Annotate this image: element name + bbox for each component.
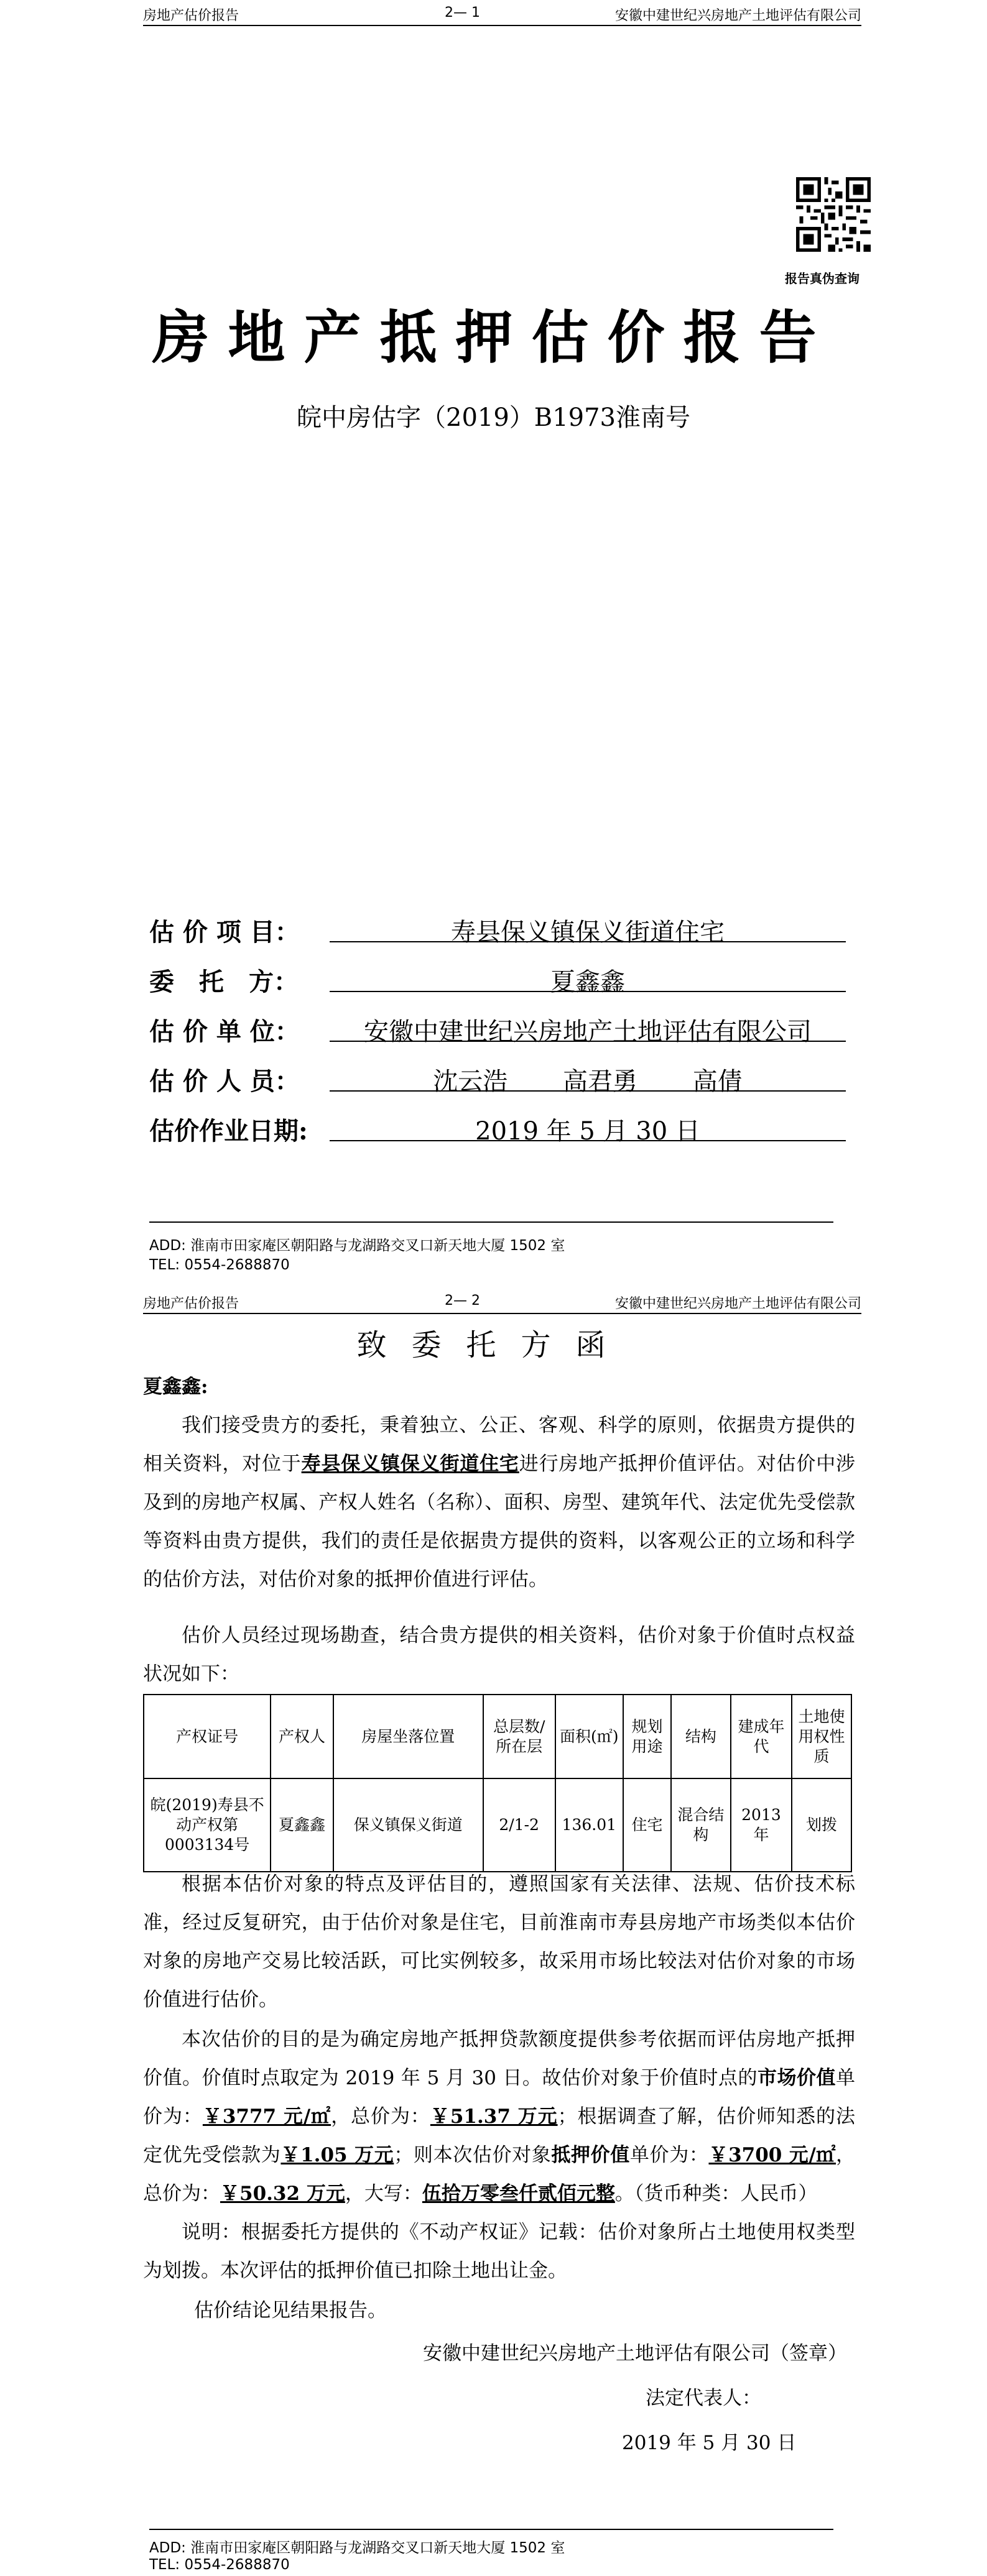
text: 市场价值 bbox=[757, 2067, 836, 2089]
text: ；则本次估价对象 bbox=[394, 2144, 552, 2166]
market-unit-price: ￥3777 元/㎡ bbox=[202, 2105, 331, 2128]
col-header: 产权人 bbox=[271, 1695, 333, 1778]
text: ，大写： bbox=[345, 2183, 422, 2205]
text: 我们接受贵方的委托，秉着独立、公正、客观、科学的原则，依据贵方提供的相关资料，对位于 bbox=[143, 1414, 855, 1475]
cell-area: 136.01 bbox=[555, 1778, 623, 1872]
text: 本次估价的目的是为确定房地产抵押贷款额度提供参考依据而评估房地产抵押价值。价值时点取定为 2019 年 5 月 30 日。故估价对象于价值时点的 bbox=[143, 2028, 855, 2089]
paragraph-conclusion: 估价结论见结果报告。 bbox=[194, 2299, 387, 2322]
cover-label: 估 价 单 位： bbox=[149, 1017, 300, 1046]
footer-tel: TEL: 0554-2688870 bbox=[149, 1257, 290, 1273]
footer-rule bbox=[149, 1221, 833, 1223]
footer-address: ADD: 淮南市田家庵区朝阳路与龙湖路交叉口新天地大厦 1502 室 bbox=[149, 1238, 565, 1254]
paragraph-note: 说明：根据委托方提供的《不动产权证》记载：估价对象所占土地使用权类型为划拨。本次评估的抵押价值已扣除土地出让金。 bbox=[143, 2221, 855, 2282]
text: ，总价为： bbox=[143, 2144, 856, 2205]
footer-tel: TEL: 0554-2688870 bbox=[149, 2557, 290, 2573]
appraiser-name: 高倩 bbox=[692, 1067, 743, 1096]
cover-label: 委 托 方： bbox=[149, 967, 299, 996]
market-total-price: ￥51.37 万元 bbox=[430, 2105, 558, 2128]
paragraph-method: 根据本估价对象的特点及评估目的，遵照国家有关法律、法规、估价技术标准，经过反复研究，由于估价对象是住宅，目前淮南市寿县房地产市场类似本估价对象的房地产交易比较活跃，可比实例较多，故采用市场比较法对估价对象的市场价值进行估价。 bbox=[143, 1873, 855, 2011]
col-header: 土地使用权性质 bbox=[792, 1695, 851, 1778]
report-number: 皖中房估字（2019）B1973淮南号 bbox=[297, 403, 690, 432]
header-company: 安徽中建世纪兴房地产土地评估有限公司 bbox=[614, 1296, 861, 1312]
header-page-number: 2— 1 bbox=[445, 5, 480, 21]
col-header: 面积(㎡) bbox=[555, 1695, 623, 1778]
header-company: 安徽中建世纪兴房地产土地评估有限公司 bbox=[614, 8, 861, 24]
cover-label: 估价作业日期: bbox=[149, 1116, 308, 1146]
mortgage-total-price: ￥50.32 万元 bbox=[220, 2183, 345, 2205]
col-header: 结构 bbox=[671, 1695, 731, 1778]
amount-in-words: 伍拾万零叁仟贰佰元整 bbox=[422, 2183, 615, 2205]
property-table bbox=[143, 1694, 852, 1872]
salutation: 夏鑫鑫: bbox=[143, 1376, 208, 1398]
cell-owner: 夏鑫鑫 bbox=[271, 1778, 333, 1872]
letter-title: 致委托方函 bbox=[356, 1328, 631, 1363]
col-header: 规划用途 bbox=[623, 1695, 671, 1778]
qr-code-icon bbox=[796, 177, 871, 252]
cover-value: 夏鑫鑫 bbox=[550, 968, 625, 996]
sign-company: 安徽中建世纪兴房地产土地评估有限公司（签章） bbox=[423, 2342, 847, 2365]
text: 。（货币种类：人民币） bbox=[614, 2183, 818, 2205]
footer-rule bbox=[149, 2529, 833, 2530]
footer-address: ADD: 淮南市田家庵区朝阳路与龙湖路交叉口新天地大厦 1502 室 bbox=[149, 2540, 565, 2556]
report-title: 房地产抵押估价报告 bbox=[152, 304, 835, 371]
cover-value: 2019 年 5 月 30 日 bbox=[475, 1117, 700, 1146]
paragraph-valuation bbox=[143, 2020, 855, 2213]
header-left: 房地产估价报告 bbox=[143, 1296, 239, 1312]
col-header: 产权证号 bbox=[144, 1695, 271, 1778]
priority-payment: ￥1.05 万元 bbox=[280, 2144, 394, 2166]
cover-label: 估 价 项 目： bbox=[149, 918, 300, 947]
table-row bbox=[144, 1778, 851, 1872]
col-header: 总层数/所在层 bbox=[483, 1695, 555, 1778]
appraiser-name: 沈云浩 bbox=[433, 1067, 508, 1096]
text: 抵押价值 bbox=[551, 2144, 630, 2166]
cell-floors: 2/1-2 bbox=[483, 1778, 555, 1872]
text: 单价为： bbox=[143, 2067, 856, 2128]
cell-location: 保义镇保义街道 bbox=[333, 1778, 483, 1872]
sign-date: 2019 年 5 月 30 日 bbox=[622, 2432, 797, 2454]
header-left: 房地产估价报告 bbox=[143, 8, 239, 24]
cover-label: 估 价 人 员： bbox=[149, 1067, 300, 1096]
table-header-row bbox=[144, 1695, 851, 1778]
text: ，总价为： bbox=[331, 2105, 430, 2128]
col-header: 建成年代 bbox=[731, 1695, 792, 1778]
cover-value: 寿县保义镇保义街道住宅 bbox=[451, 918, 725, 947]
mortgage-unit-price: ￥3700 元/㎡ bbox=[708, 2144, 836, 2166]
paragraph-survey: 估价人员经过现场勘查，结合贵方提供的相关资料，估价对象于价值时点权益状况如下： bbox=[143, 1624, 855, 1685]
appraiser-name: 高君勇 bbox=[563, 1067, 637, 1096]
sign-representative: 法定代表人： bbox=[646, 2387, 761, 2409]
cell-structure: 混合结构 bbox=[671, 1778, 731, 1872]
cell-year: 2013 年 bbox=[731, 1778, 792, 1872]
col-header: 房屋坐落位置 bbox=[333, 1695, 483, 1778]
text: ；根据调查了解，估价师知悉的法定优先受偿款为 bbox=[143, 2105, 855, 2166]
property-name: 寿县保义镇保义街道住宅 bbox=[301, 1453, 519, 1475]
text: 进行房地产抵押价值评估。对估价中涉及到的房地产权属、产权人姓名（名称）、面积、房型、建筑年代、法定优先受偿款等资料由贵方提供，我们的责任是依据贵方提供的资料，以客观公正的立场和科学的估价方法，对估价对象的抵押价值进行评估。 bbox=[143, 1453, 856, 1591]
cover-value bbox=[330, 1062, 846, 1097]
cell-use: 住宅 bbox=[623, 1778, 671, 1872]
text: 单价为： bbox=[629, 2144, 709, 2166]
qr-caption: 报告真伪查询 bbox=[785, 271, 860, 286]
paragraph-intro bbox=[143, 1406, 855, 1599]
cell-cert-no: 皖(2019)寿县不动产权第0003134号 bbox=[144, 1778, 271, 1872]
header-rule bbox=[143, 25, 861, 26]
header-page-number: 2— 2 bbox=[445, 1293, 480, 1309]
header-rule bbox=[143, 1313, 861, 1314]
cover-value: 安徽中建世纪兴房地产土地评估有限公司 bbox=[364, 1018, 812, 1046]
cell-land-right: 划拨 bbox=[792, 1778, 851, 1872]
